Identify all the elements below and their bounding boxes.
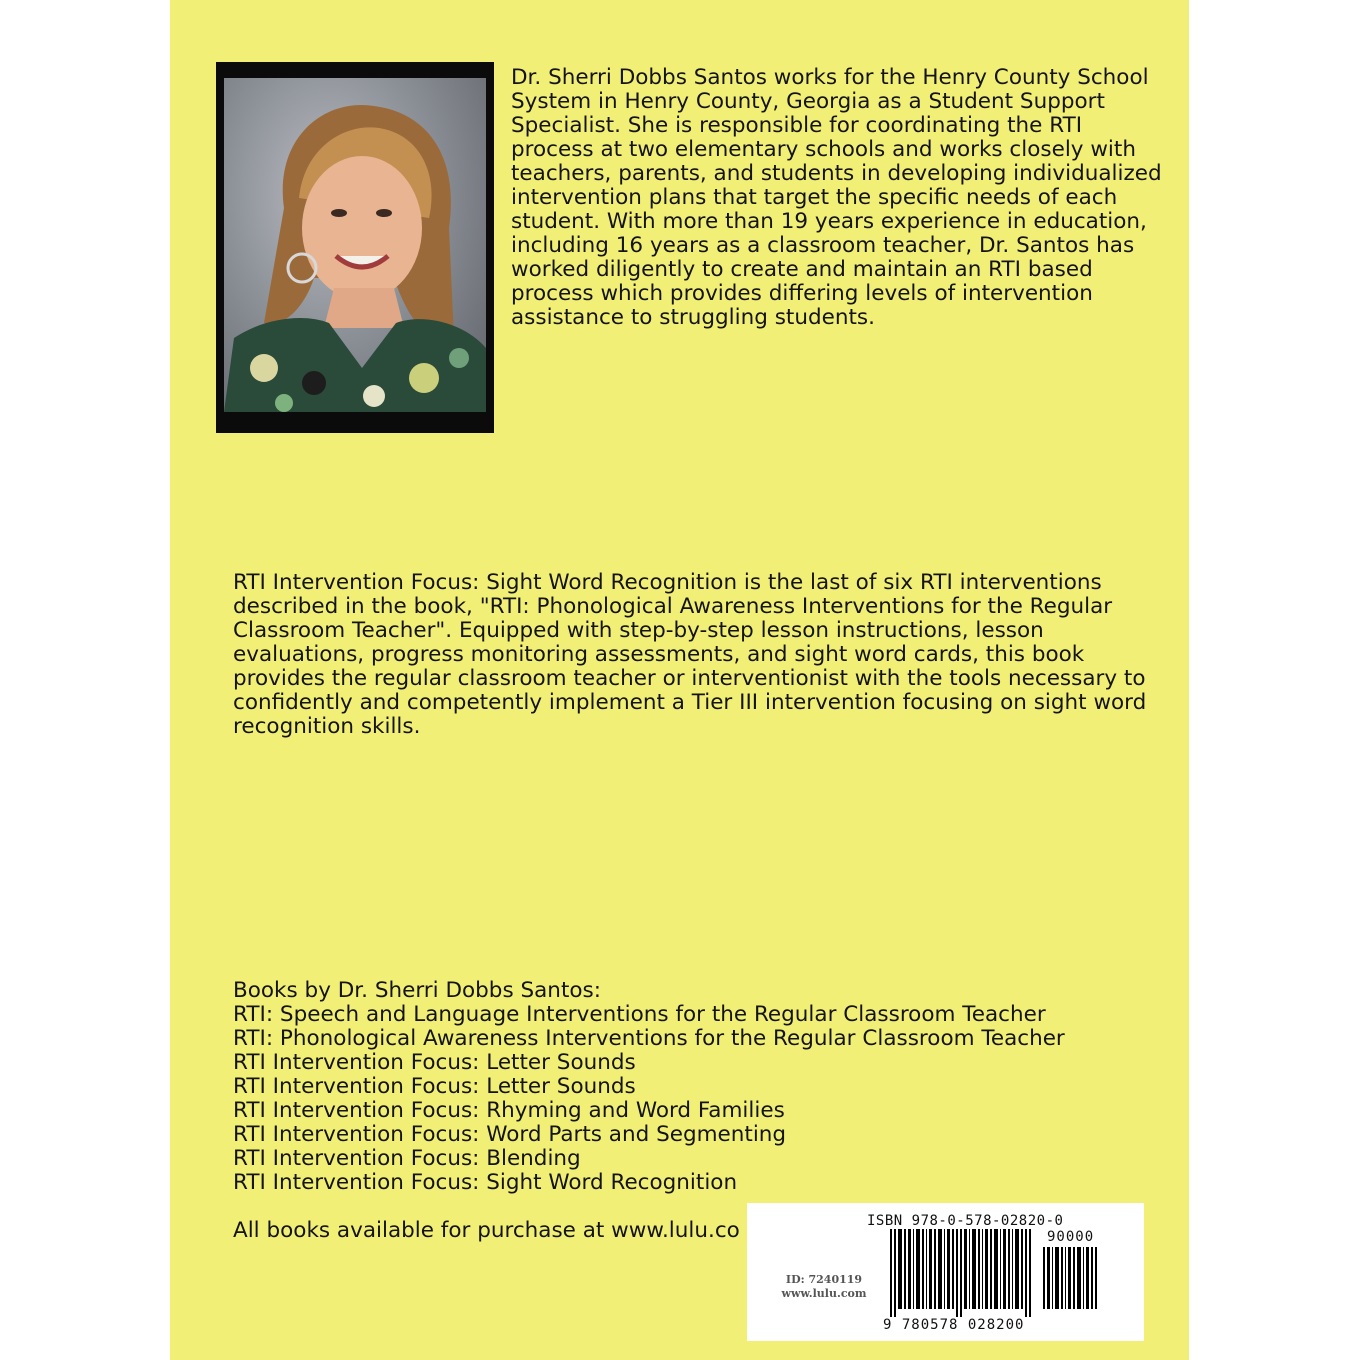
- isbn-barcode: [890, 1229, 1040, 1317]
- book-title: RTI Intervention Focus: Letter Sounds: [233, 1050, 636, 1075]
- author-photo: [224, 78, 486, 412]
- price-code: 90000: [1047, 1229, 1095, 1245]
- lulu-id-block: [769, 1273, 879, 1301]
- book-title: RTI Intervention Focus: Letter Sounds: [233, 1074, 636, 1099]
- books-heading: Books by Dr. Sherri Dobbs Santos:: [233, 978, 601, 1003]
- author-bio: Dr. Sherri Dobbs Santos works for the Henry County School System in Henry County, Georgia as a Student Support Specialist. She is responsible for coordinating the RTI process at two elementary schools and works closely with teachers, parents, and students in developing individualized intervention plans that target the specific needs of each student. With more than 19 years experience in education, including 16 years as a classroom teacher, Dr. Santos has worked diligently to create and maintain an RTI based process which provides differing levels of intervention assistance to struggling students.: [511, 65, 1162, 330]
- price-barcode: [1043, 1247, 1099, 1309]
- purchase-note: All books available for purchase at www.lulu.co: [233, 1218, 740, 1243]
- isbn-number: ISBN 978-0-578-02820-0: [867, 1213, 1064, 1229]
- book-title: RTI Intervention Focus: Sight Word Recognition: [233, 1170, 738, 1195]
- barcode-label: [747, 1203, 1144, 1341]
- book-title: RTI Intervention Focus: Word Parts and Segmenting: [233, 1122, 787, 1147]
- author-photo-frame: [216, 62, 494, 433]
- book-title: RTI: Phonological Awareness Interventions for the Regular Classroom Teacher: [233, 1026, 1065, 1051]
- book-title: RTI: Speech and Language Interventions for the Regular Classroom Teacher: [233, 1002, 1046, 1027]
- lulu-url: www.lulu.com: [781, 1287, 867, 1300]
- lulu-id: ID: 7240119: [785, 1273, 863, 1286]
- book-title: RTI Intervention Focus: Rhyming and Word Families: [233, 1098, 785, 1123]
- books-list: [233, 979, 1173, 1195]
- book-description: RTI Intervention Focus: Sight Word Recognition is the last of six RTI interventions described in the book, "RTI: Phonological Awareness Interventions for the Regular Classroom Teacher". Equipped with step-by-step lesson instructions, lesson evaluations, progress monitoring assessments, and sight word cards, this book provides the regular classroom teacher or interventionist with the tools necessary to confidently and competently implement a Tier III intervention focusing on sight word recognition skills.: [233, 570, 1147, 739]
- ean-digits: 9 780578 028200: [883, 1317, 1025, 1333]
- book-title: RTI Intervention Focus: Blending: [233, 1146, 581, 1171]
